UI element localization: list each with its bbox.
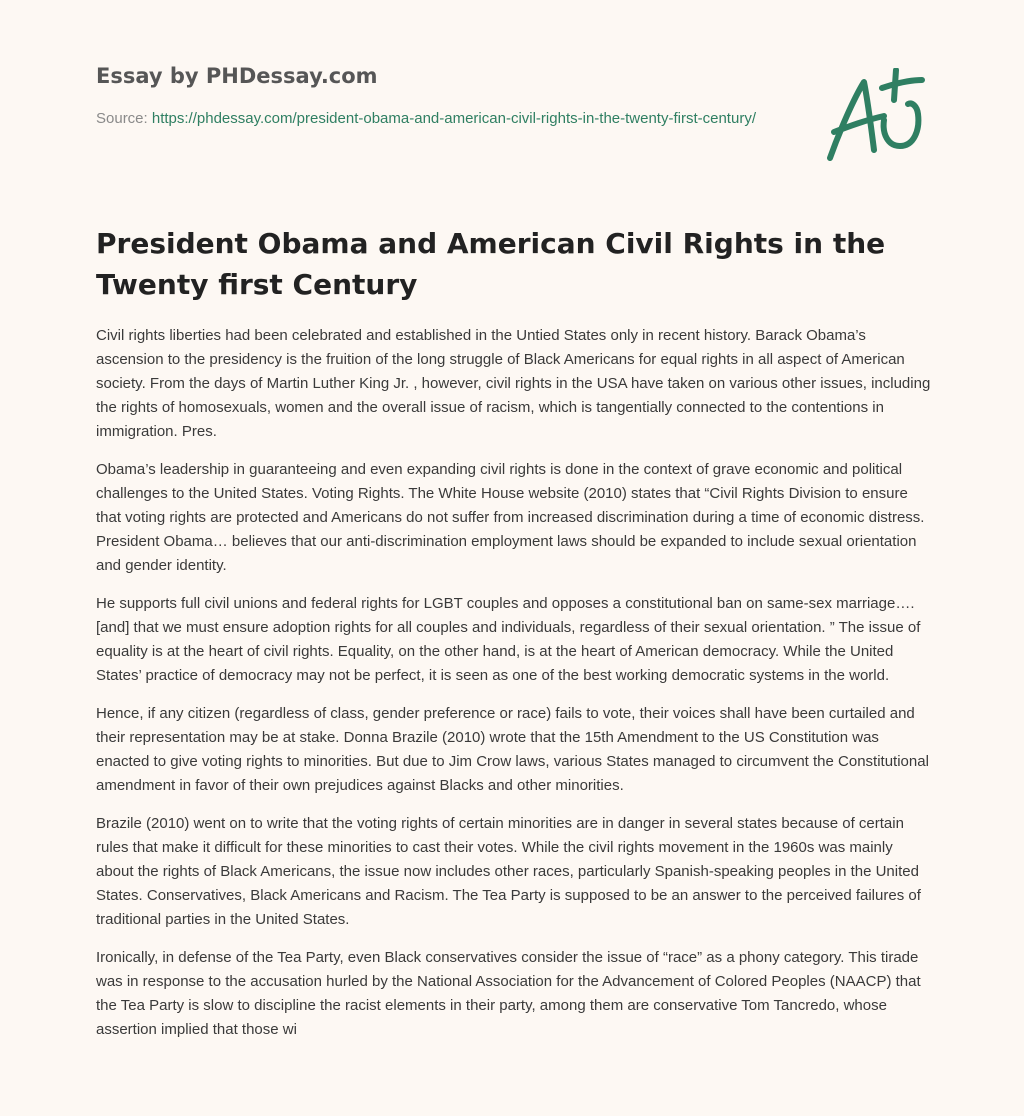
source-link[interactable]: https://phdessay.com/president-obama-and-american-civil-rights-in-the-twenty-first-century/ (151, 110, 756, 127)
essay-paragraph: Civil rights liberties had been celebrated and established in the Untied States only in recent history. Barack Obama’s ascension to the presidency is the fruition of the long struggle of Black Americans for equal rights in all aspect of American society. From the days of Martin Luther King Jr. , however, civil rights in the USA have taken on various other issues, including the rights of homosexuals, women and the overall issue of racism, which is tangentially connected to the contentions in immigration. Pres. (96, 327, 931, 440)
essay-paragraph: Hence, if any citizen (regardless of class, gender preference or race) fails to vote, their voices shall have been curtailed and their representation may be at stake. Donna Brazile (2010) wrote that the 15th Amendment to the US Constitution was enacted to give voting rights to minorities. But due to Jim Crow laws, various States managed to circumvent the Constitutional amendment in favor of their own prejudices against Blacks and other minorities. (96, 705, 929, 794)
source-line (96, 107, 756, 131)
essay-paragraph: Brazile (2010) went on to write that the voting rights of certain minorities are in danger in several states because of certain rules that make it difficult for these minorities to cast their votes. While the civil rights movement in the 1960s was mainly about the rights of Black Americans, the issue now includes other races, particularly Spanish-speaking peoples in the United States. Conservatives, Black Americans and Racism. The Tea Party is supposed to be an answer to the perceived failures of traditional parties in the United States. (96, 815, 921, 928)
source-label: Source: (96, 110, 148, 127)
a-plus-grade-icon (822, 68, 932, 164)
a-plus-logo-svg (822, 68, 932, 164)
essay-paragraph: Ironically, in defense of the Tea Party, even Black conservatives consider the issue of “race” as a phony category. This tirade was in response to the accusation hurled by the National Association for the Advancement of Colored Peoples (NAACP) that the Tea Party is slow to discipline the racist elements in their party, among them are conservative Tom Tancredo, whose assertion implied that those wi (96, 949, 921, 1038)
essay-paragraph: Obama’s leadership in guaranteeing and even expanding civil rights is done in the context of grave economic and political challenges to the United States. Voting Rights. The White House website (2010) states that “Civil Rights Division to ensure that voting rights are protected and Americans do not suffer from increased discrimination during a time of economic distress. President Obama… believes that our anti-discrimination employment laws should be expanded to include sexual orientation and gender identity. (96, 461, 925, 574)
site-title: Essay by PHDessay.com (96, 64, 378, 88)
essay-paragraph: He supports full civil unions and federal rights for LGBT couples and opposes a constitutional ban on same-sex marriage…. [and] that we must ensure adoption rights for all couples and individuals, regardless of their sexual orientation. ” The issue of equality is at the heart of civil rights. Equality, on the other hand, is at the heart of American democracy. While the United States’ practice of democracy may not be perfect, it is seen as one of the best working democratic systems in the world. (96, 595, 921, 684)
essay-body (96, 324, 934, 1056)
essay-title: President Obama and American Civil Rights in the Twenty first Century (96, 227, 886, 301)
header (96, 64, 796, 131)
